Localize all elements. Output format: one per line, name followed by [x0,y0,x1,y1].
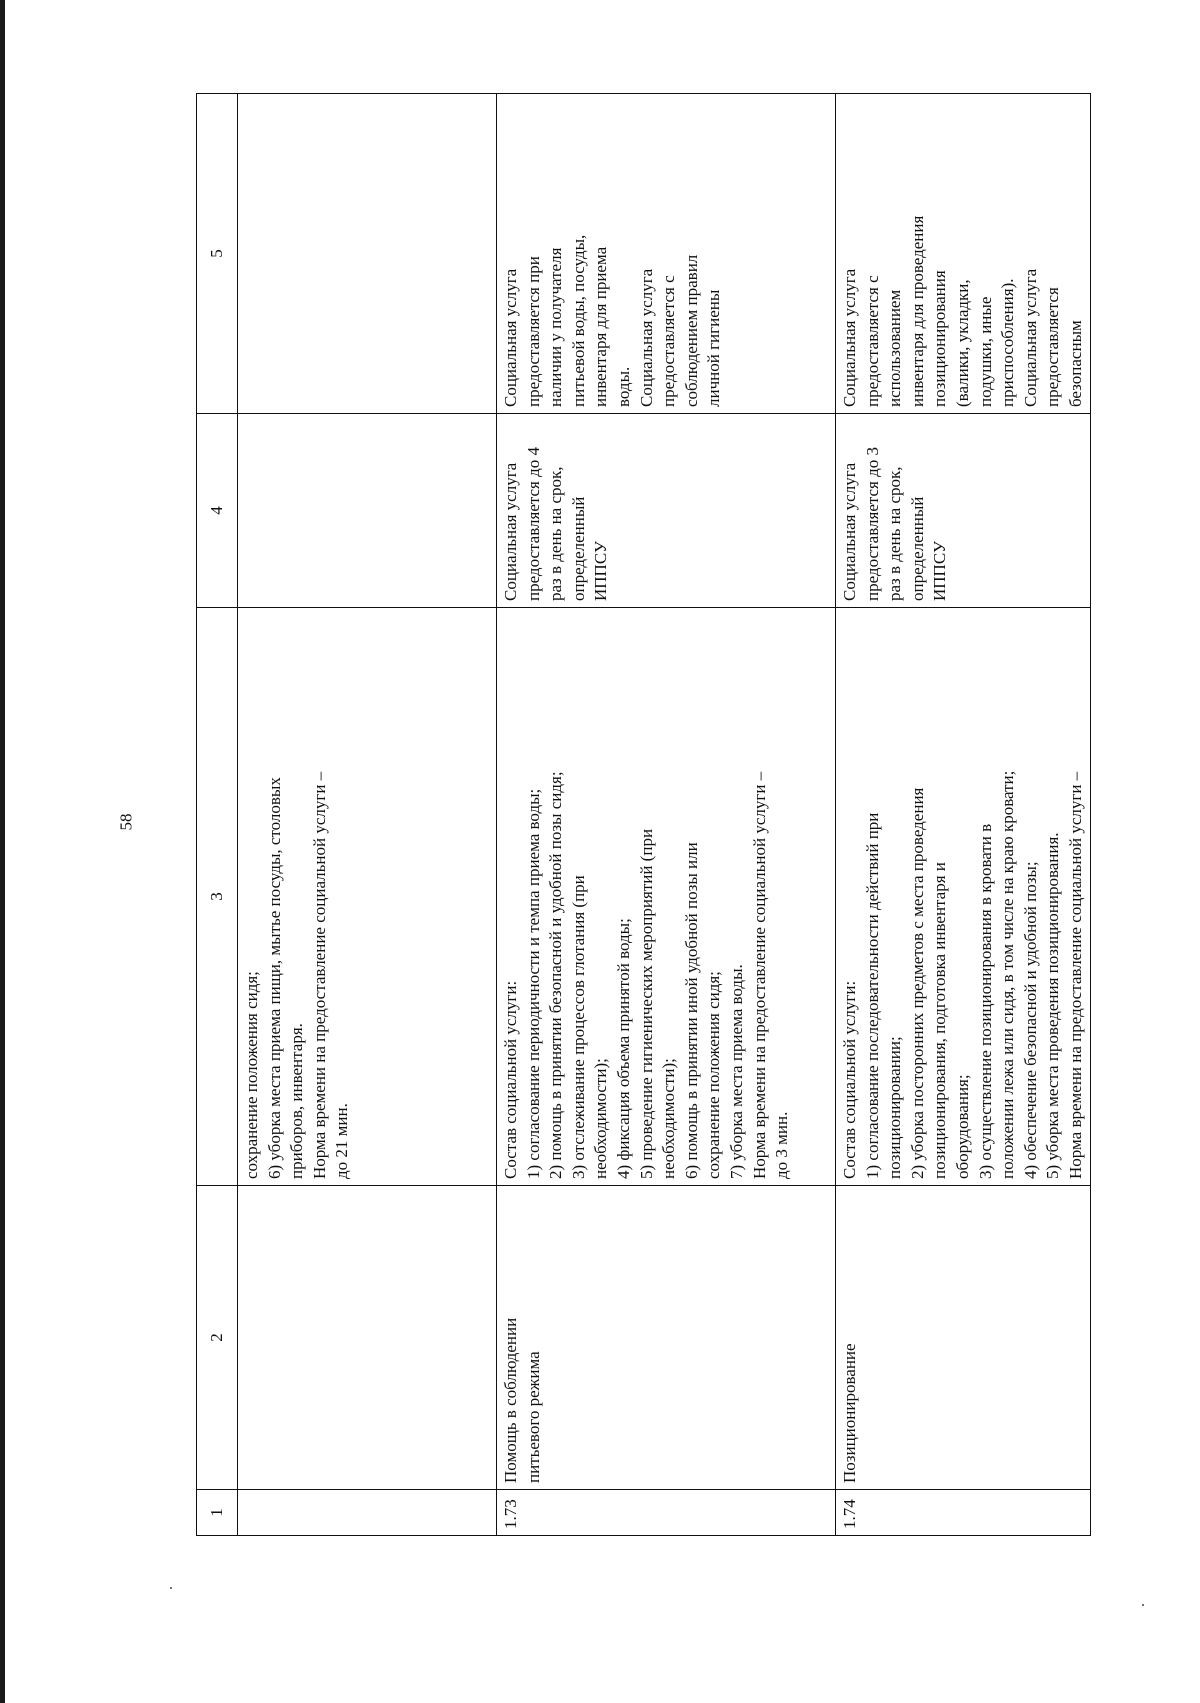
cell-service-content [836,608,1091,1186]
cell-line: до 3 мин. [772,1111,792,1179]
column-header-1: 1 [197,1490,238,1536]
cell-line: 5) проведение гигиенических мероприятий (при [636,828,656,1179]
cell-conditions [836,94,1091,414]
cell-line: 2) помощь в принятии безопасной и удобной позы сидя; [546,771,566,1179]
cell-line: Норма времени на предоставление социальной услуги – [1065,771,1085,1179]
cell-line: позиционирования, подготовка инвентаря и [930,862,950,1179]
cell-line: необходимости); [591,1058,611,1179]
cell-line: позиционирования [930,270,950,407]
services-table [196,93,1091,1536]
header-row [197,94,238,1536]
cell-line: наличии у получателя [546,247,566,407]
cell-line: Норма времени на предоставление социальной услуги – [309,771,329,1179]
cell-line: Социальная услуга [501,268,520,407]
cell-service-name [238,1186,497,1490]
cell-line: определенный [907,496,927,601]
column-header-5: 5 [197,94,238,414]
cell-service-name [836,1186,1091,1490]
cell-conditions [497,94,836,414]
cell-line: 5) уборка места проведения позиционирования. [1043,832,1063,1179]
cell-frequency [238,414,497,608]
column-header-4: 4 [197,414,238,608]
cell-line: приборов, инвентаря. [287,1023,307,1179]
cell-frequency [836,414,1091,608]
cell-line: 7) уборка места приема воды. [726,964,746,1179]
cell-line: предоставляется до 4 [523,446,543,601]
page-number: 58 [116,813,136,831]
cell-line: личной гигиены [704,289,724,407]
cell-line: Социальная услуга [1020,268,1040,407]
cell-line: предоставляется до 3 [862,446,882,601]
scan-speck [170,1587,172,1589]
scan-speck [1142,1604,1144,1606]
rotated-table-sheet [196,94,1085,1536]
column-header-3: 3 [197,608,238,1186]
cell-line: Социальная услуга [840,268,859,407]
table-row [238,94,497,1536]
cell-number: 1.73 [497,1490,836,1536]
cell-line: Состав социальной услуги: [501,980,520,1179]
cell-line: оборудования; [952,1074,972,1179]
cell-line: сохранение положения сидя; [242,971,261,1179]
cell-service-content [497,608,836,1186]
cell-line: (валики, укладки, [952,279,972,407]
cell-line: питьевого режима [523,1351,543,1483]
cell-line: Социальная услуга [501,462,520,601]
cell-number: 1.74 [836,1490,1091,1536]
column-header-2: 2 [197,1186,238,1490]
cell-line: 4) фиксация объема принятой воды; [613,918,633,1179]
cell-line: безопасным [1065,320,1085,407]
cell-line: предоставляется [1043,287,1063,407]
cell-line: Социальная услуга [840,462,859,601]
cell-line: соблюдением правил [681,254,701,407]
cell-line: раз в день на срок, [546,466,566,601]
cell-service-content [238,608,497,1186]
cell-line: воды. [613,366,633,407]
cell-line: Помощь в соблюдении [501,1317,520,1483]
cell-line: инвентаря для проведения [907,215,927,407]
cell-line: инвентаря для приема [591,246,611,407]
cell-line: приспособления). [998,278,1018,407]
cell-service-name [497,1186,836,1490]
cell-line: сохранение положения сидя; [704,971,724,1179]
cell-line: подушки, иные [975,296,995,407]
cell-number [238,1490,497,1536]
cell-line: 4) обеспечение безопасной и удобной позы; [1020,861,1040,1179]
cell-line: необходимости); [659,1058,679,1179]
cell-line: предоставляется с [659,275,679,407]
cell-frequency [497,414,836,608]
cell-line: Социальная услуга [636,268,656,407]
cell-line: положении лежа или сидя, в том числе на краю кровати; [998,770,1018,1179]
cell-line: ИППСУ [591,541,611,601]
table-row [497,94,836,1536]
cell-line: 3) отслеживание процессов глотания (при [568,875,588,1179]
cell-line: Состав социальной услуги: [840,980,859,1179]
cell-line: ИППСУ [930,541,950,601]
cell-line: 1) согласование периодичности и темпа приема воды; [523,788,543,1179]
cell-conditions [238,94,497,414]
cell-line: Норма времени на предоставление социальной услуги – [749,771,769,1179]
cell-line: 6) помощь в принятии иной удобной позы или [681,842,701,1179]
cell-line: раз в день на срок, [885,466,905,601]
cell-line: позиционировании; [885,1036,905,1179]
cell-line: Позиционирование [840,1343,859,1483]
cell-line: предоставляется при [523,256,543,407]
cell-line: до 21 мин. [332,1103,352,1179]
cell-line: предоставляется с [862,275,882,407]
cell-line: 3) осуществление позиционирования в кровати в [975,823,995,1179]
cell-line: 1) согласование последовательности действий при [862,812,882,1179]
scan-edge [0,0,5,1703]
cell-line: 2) уборка посторонних предметов с места проведения [907,787,927,1179]
cell-line: определенный [568,496,588,601]
cell-line: использованием [885,289,905,407]
table-row [836,94,1091,1536]
cell-line: питьевой воды, посуды, [568,234,588,407]
cell-line: 6) уборка места приема пищи, мытье посуды, столовых [264,777,284,1179]
